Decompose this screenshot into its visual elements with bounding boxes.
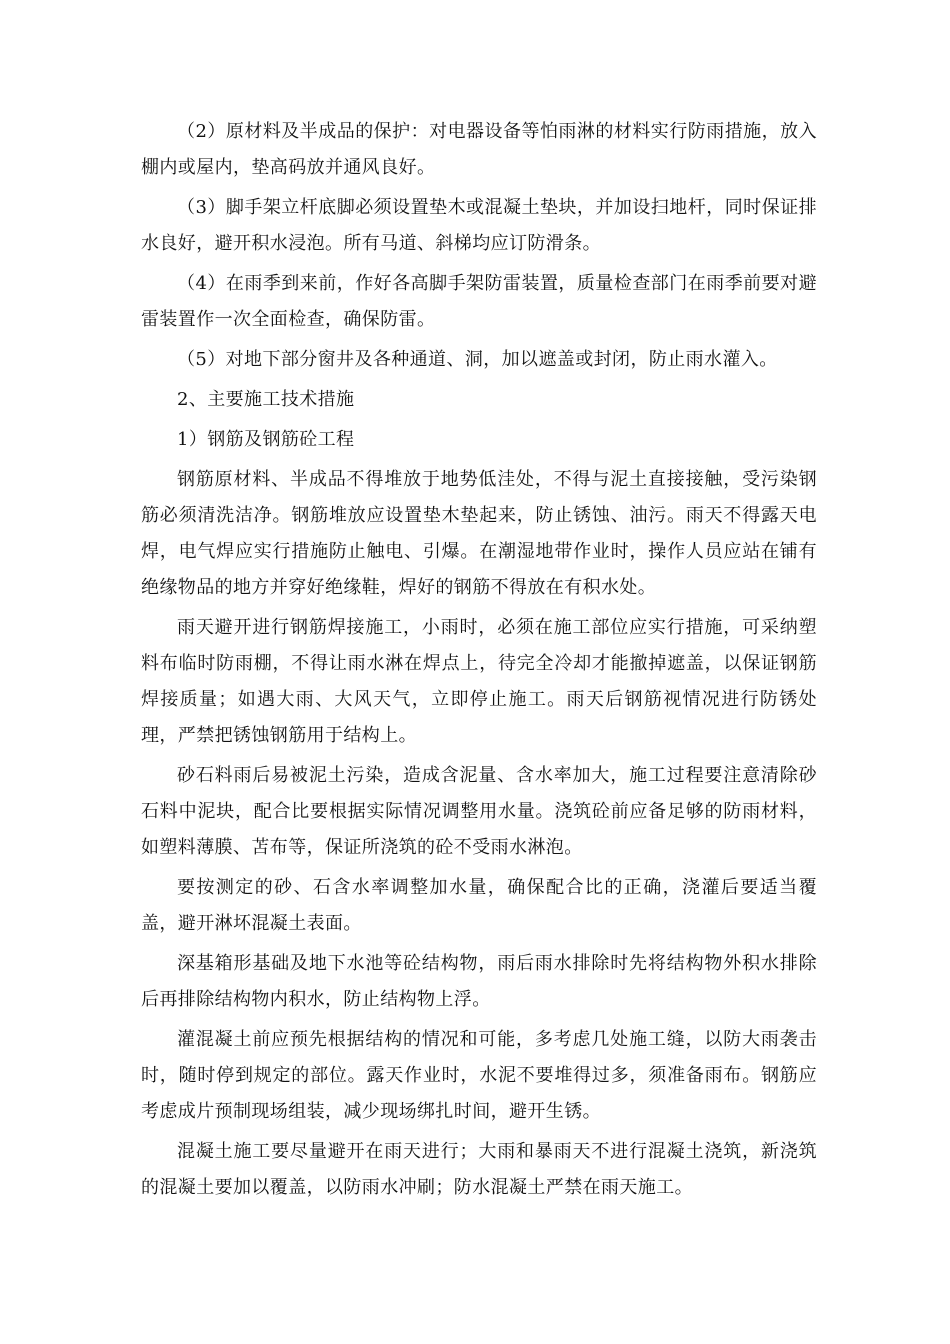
- paragraph-rebar-welding: 雨天避开进行钢筋焊接施工，小雨时，必须在施工部位应实行措施，可采纳塑料布临时防雨棚，不得让雨水淋在焊点上，待完全冷却才能撤掉遮盖，以保证钢筋焊接质量；如遇大雨、大风天气，立即停止施工。雨天后钢筋视情况进行防锈处理，严禁把锈蚀钢筋用于结构上。: [141, 617, 817, 746]
- paragraph-construction-joints: 灌混凝土前应预先根据结构的情况和可能，多考虑几处施工缝，以防大雨袭击时，随时停到规定的部位。露天作业时，水泥不要堆得过多，须准备雨布。钢筋应考虑成片预制现场组装，减少现场绑扎时间，避开生锈。: [141, 1029, 817, 1122]
- paragraph-item-4-lightning: （4）在雨季到来前，作好各高脚手架防雷装置，质量检查部门在雨季前要对避雷装置作一次全面检查，确保防雷。: [141, 273, 817, 330]
- paragraph-item-5-underground: （5）对地下部分窗井及各种通道、洞，加以遮盖或封闭，防止雨水灌入。: [177, 349, 778, 370]
- document-body: [141, 114, 817, 1206]
- paragraph-aggregate: 砂石料雨后易被泥土污染，造成含泥量、含水率加大，施工过程要注意清除砂石料中泥块，配合比要根据实际情况调整用水量。浇筑砼前应备足够的防雨材料，如塑料薄膜、苫布等，保证所浇筑的砼不受雨水淋泡。: [141, 765, 817, 858]
- paragraph-deep-foundation: 深基箱形基础及地下水池等砼结构物，雨后雨水排除时先将结构物外积水排除后再排除结构物内积水，防止结构物上浮。: [141, 953, 817, 1010]
- paragraph-concrete-rain: 混凝土施工要尽量避开在雨天进行；大雨和暴雨天不进行混凝土浇筑，新浇筑的混凝土要加以覆盖，以防雨水冲刷；防水混凝土严禁在雨天施工。: [141, 1141, 817, 1198]
- paragraph-rebar-storage: 钢筋原材料、半成品不得堆放于地势低洼处，不得与泥土直接接触，受污染钢筋必须清洗洁净。钢筋堆放应设置垫木垫起来，防止锈蚀、油污。雨天不得露天电焊，电气焊应实行措施防止触电、引爆。在潮湿地带作业时，操作人员应站在铺有绝缘物品的地方并穿好绝缘鞋，焊好的钢筋不得放在有积水处。: [141, 469, 817, 598]
- section-heading-technical-measures: 2、主要施工技术措施: [177, 389, 355, 410]
- subsection-heading-rebar-concrete: 1）钢筋及钢筋砼工程: [177, 429, 355, 450]
- paragraph-item-2-protection: （2）原材料及半成品的保护：对电器设备等怕雨淋的材料实行防雨措施，放入棚内或屋内，垫高码放并通风良好。: [141, 121, 817, 178]
- paragraph-item-3-scaffold: （3）脚手架立杆底脚必须设置垫木或混凝土垫块，并加设扫地杆，同时保证排水良好，避开积水浸泡。所有马道、斜梯均应订防滑条。: [141, 197, 817, 254]
- paragraph-water-ratio: 要按测定的砂、石含水率调整加水量，确保配合比的正确，浇灌后要适当覆盖，避开淋坏混凝土表面。: [141, 877, 817, 934]
